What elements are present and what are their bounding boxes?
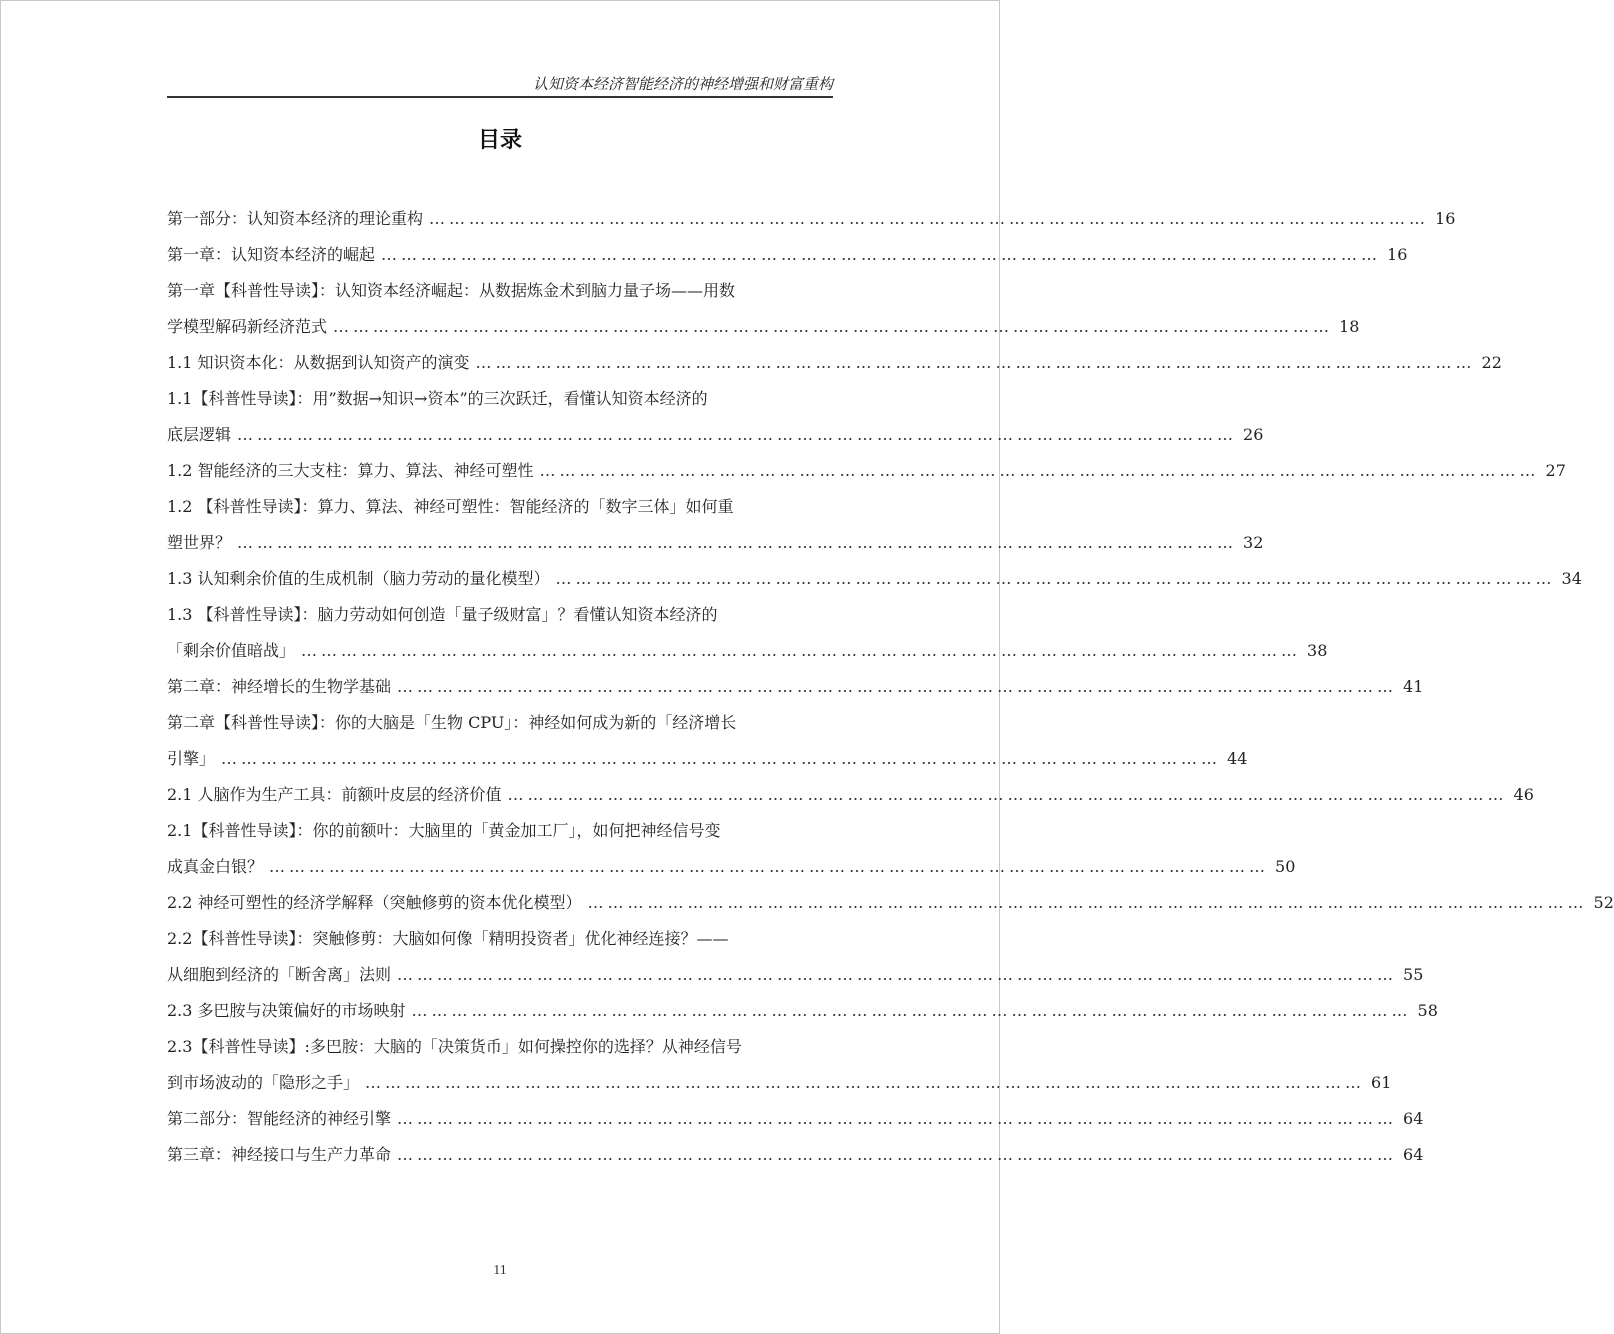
toc-page-number: 22 <box>1481 353 1502 372</box>
toc-page-number: 27 <box>1545 461 1566 480</box>
toc-entry[interactable] <box>167 705 1248 777</box>
toc-page-number: 34 <box>1561 569 1582 588</box>
toc-entry-text: 底层逻辑 <box>167 425 232 444</box>
dot-leader: …………………………………………………………………………………………………………………………………… <box>397 965 1398 984</box>
dot-leader: …………………………………………………………………………………………………………………………………… <box>555 569 1556 588</box>
dot-leader: …………………………………………………………………………………………………………………………………… <box>237 425 1238 444</box>
running-header: 认知资本经济智能经济的神经增强和财富重构 <box>532 75 833 93</box>
toc-entry-text: 1.2 【科普性导读】：算力、算法、神经可塑性：智能经济的「数字三体」如何重 <box>167 497 734 516</box>
table-of-contents <box>167 201 1614 1173</box>
toc-entry[interactable] <box>167 1137 1424 1173</box>
toc-page-number: 18 <box>1339 317 1360 336</box>
toc-page-number: 52 <box>1593 893 1614 912</box>
dot-leader: …………………………………………………………………………………………………………………………………… <box>475 353 1476 372</box>
dot-leader: …………………………………………………………………………………………………………………………………… <box>365 1073 1366 1092</box>
toc-page-number: 26 <box>1243 425 1264 444</box>
toc-entry-text: 引擎」 <box>167 749 216 768</box>
toc-page-number: 64 <box>1403 1145 1424 1164</box>
toc-page-number: 50 <box>1275 857 1296 876</box>
toc-entry[interactable] <box>167 597 1328 669</box>
toc-entry[interactable] <box>167 993 1438 1029</box>
toc-title: 目录 <box>477 128 522 153</box>
toc-entry[interactable] <box>167 885 1614 921</box>
toc-entry-text: 2.3【科普性导读】:多巴胺：大脑的「决策货币」如何操控你的选择？从神经信号 <box>167 1037 742 1056</box>
toc-page-number: 58 <box>1417 1001 1438 1020</box>
toc-page-number: 38 <box>1307 641 1328 660</box>
toc-entry-text: 1.3 认知剩余价值的生成机制（脑力劳动的量化模型） <box>167 569 550 588</box>
toc-page-number: 64 <box>1403 1109 1424 1128</box>
toc-entry-text: 塑世界？ <box>167 533 232 552</box>
dot-leader: …………………………………………………………………………………………………………………………………… <box>429 209 1430 228</box>
toc-entry[interactable] <box>167 813 1296 885</box>
dot-leader: …………………………………………………………………………………………………………………………………… <box>411 1001 1412 1020</box>
dot-leader: …………………………………………………………………………………………………………………………………… <box>587 893 1588 912</box>
toc-entry-text: 到市场波动的「隐形之手」 <box>167 1073 360 1092</box>
toc-entry[interactable] <box>167 1101 1424 1137</box>
toc-entry[interactable] <box>167 777 1534 813</box>
toc-page-number: 41 <box>1403 677 1424 696</box>
toc-entry-text: 2.1【科普性导读】：你的前额叶：大脑里的「黄金加工厂」，如何把神经信号变 <box>167 821 721 840</box>
toc-page-number: 61 <box>1371 1073 1392 1092</box>
toc-entry-text: 2.2 神经可塑性的经济学解释（突触修剪的资本优化模型） <box>167 893 582 912</box>
toc-entry[interactable] <box>167 669 1424 705</box>
toc-entry[interactable] <box>167 921 1424 993</box>
toc-entry-text: 2.1 人脑作为生产工具：前额叶皮层的经济价值 <box>167 785 502 804</box>
toc-entry-text: 第二章：神经增长的生物学基础 <box>167 677 392 696</box>
dot-leader: …………………………………………………………………………………………………………………………………… <box>397 677 1398 696</box>
toc-entry[interactable] <box>167 273 1360 345</box>
dot-leader: …………………………………………………………………………………………………………………………………… <box>301 641 1302 660</box>
toc-entry-text: 第一部分：认知资本经济的理论重构 <box>167 209 424 228</box>
toc-entry[interactable] <box>167 201 1456 237</box>
toc-page-number: 16 <box>1387 245 1408 264</box>
toc-entry-text: 1.1【科普性导读】：用”数据→知识→资本”的三次跃迁，看懂认知资本经济的 <box>167 389 708 408</box>
toc-page-number: 32 <box>1243 533 1264 552</box>
dot-leader: …………………………………………………………………………………………………………………………………… <box>397 1109 1398 1128</box>
toc-entry[interactable] <box>167 561 1582 597</box>
toc-entry-text: 第一章：认知资本经济的崛起 <box>167 245 376 264</box>
toc-entry-text: 第二部分：智能经济的神经引擎 <box>167 1109 392 1128</box>
toc-entry[interactable] <box>167 381 1264 453</box>
toc-entry[interactable] <box>167 345 1502 381</box>
dot-leader: …………………………………………………………………………………………………………………………………… <box>381 245 1382 264</box>
dot-leader: …………………………………………………………………………………………………………………………………… <box>221 749 1222 768</box>
dot-leader: …………………………………………………………………………………………………………………………………… <box>237 533 1238 552</box>
toc-entry[interactable] <box>167 489 1264 561</box>
toc-entry-text: 2.3 多巴胺与决策偏好的市场映射 <box>167 1001 406 1020</box>
dot-leader: …………………………………………………………………………………………………………………………………… <box>539 461 1540 480</box>
dot-leader: …………………………………………………………………………………………………………………………………… <box>397 1145 1398 1164</box>
toc-entry-text: 「剩余价值暗战」 <box>167 641 296 660</box>
header-rule <box>167 96 833 98</box>
toc-page-number: 46 <box>1513 785 1534 804</box>
toc-entry-text: 成真金白银？ <box>167 857 264 876</box>
dot-leader: …………………………………………………………………………………………………………………………………… <box>507 785 1508 804</box>
toc-entry[interactable] <box>167 453 1566 489</box>
toc-entry-text: 1.1 知识资本化：从数据到认知资产的演变 <box>167 353 470 372</box>
toc-entry-text: 2.2【科普性导读】：突触修剪：大脑如何像「精明投资者」优化神经连接？—— <box>167 929 729 948</box>
toc-entry-text: 第一章【科普性导读】：认知资本经济崛起：从数据炼金术到脑力量子场——用数 <box>167 281 736 300</box>
toc-entry-text: 1.2 智能经济的三大支柱：算力、算法、神经可塑性 <box>167 461 534 480</box>
page-number: 11 <box>493 1263 507 1278</box>
toc-page-number: 16 <box>1435 209 1456 228</box>
toc-entry-text: 第二章【科普性导读】：你的大脑是「生物 CPU」：神经如何成为新的「经济增长 <box>167 713 737 732</box>
toc-entry-text: 第三章：神经接口与生产力革命 <box>167 1145 392 1164</box>
dot-leader: …………………………………………………………………………………………………………………………………… <box>333 317 1334 336</box>
toc-entry-text: 从细胞到经济的「断舍离」法则 <box>167 965 392 984</box>
toc-entry[interactable] <box>167 1029 1392 1101</box>
toc-page-number: 44 <box>1227 749 1248 768</box>
toc-page-number: 55 <box>1403 965 1424 984</box>
toc-entry-text: 学模型解码新经济范式 <box>167 317 328 336</box>
toc-entry-text: 1.3 【科普性导读】：脑力劳动如何创造「量子级财富」？看懂认知资本经济的 <box>167 605 718 624</box>
dot-leader: …………………………………………………………………………………………………………………………………… <box>269 857 1270 876</box>
toc-entry[interactable] <box>167 237 1408 273</box>
